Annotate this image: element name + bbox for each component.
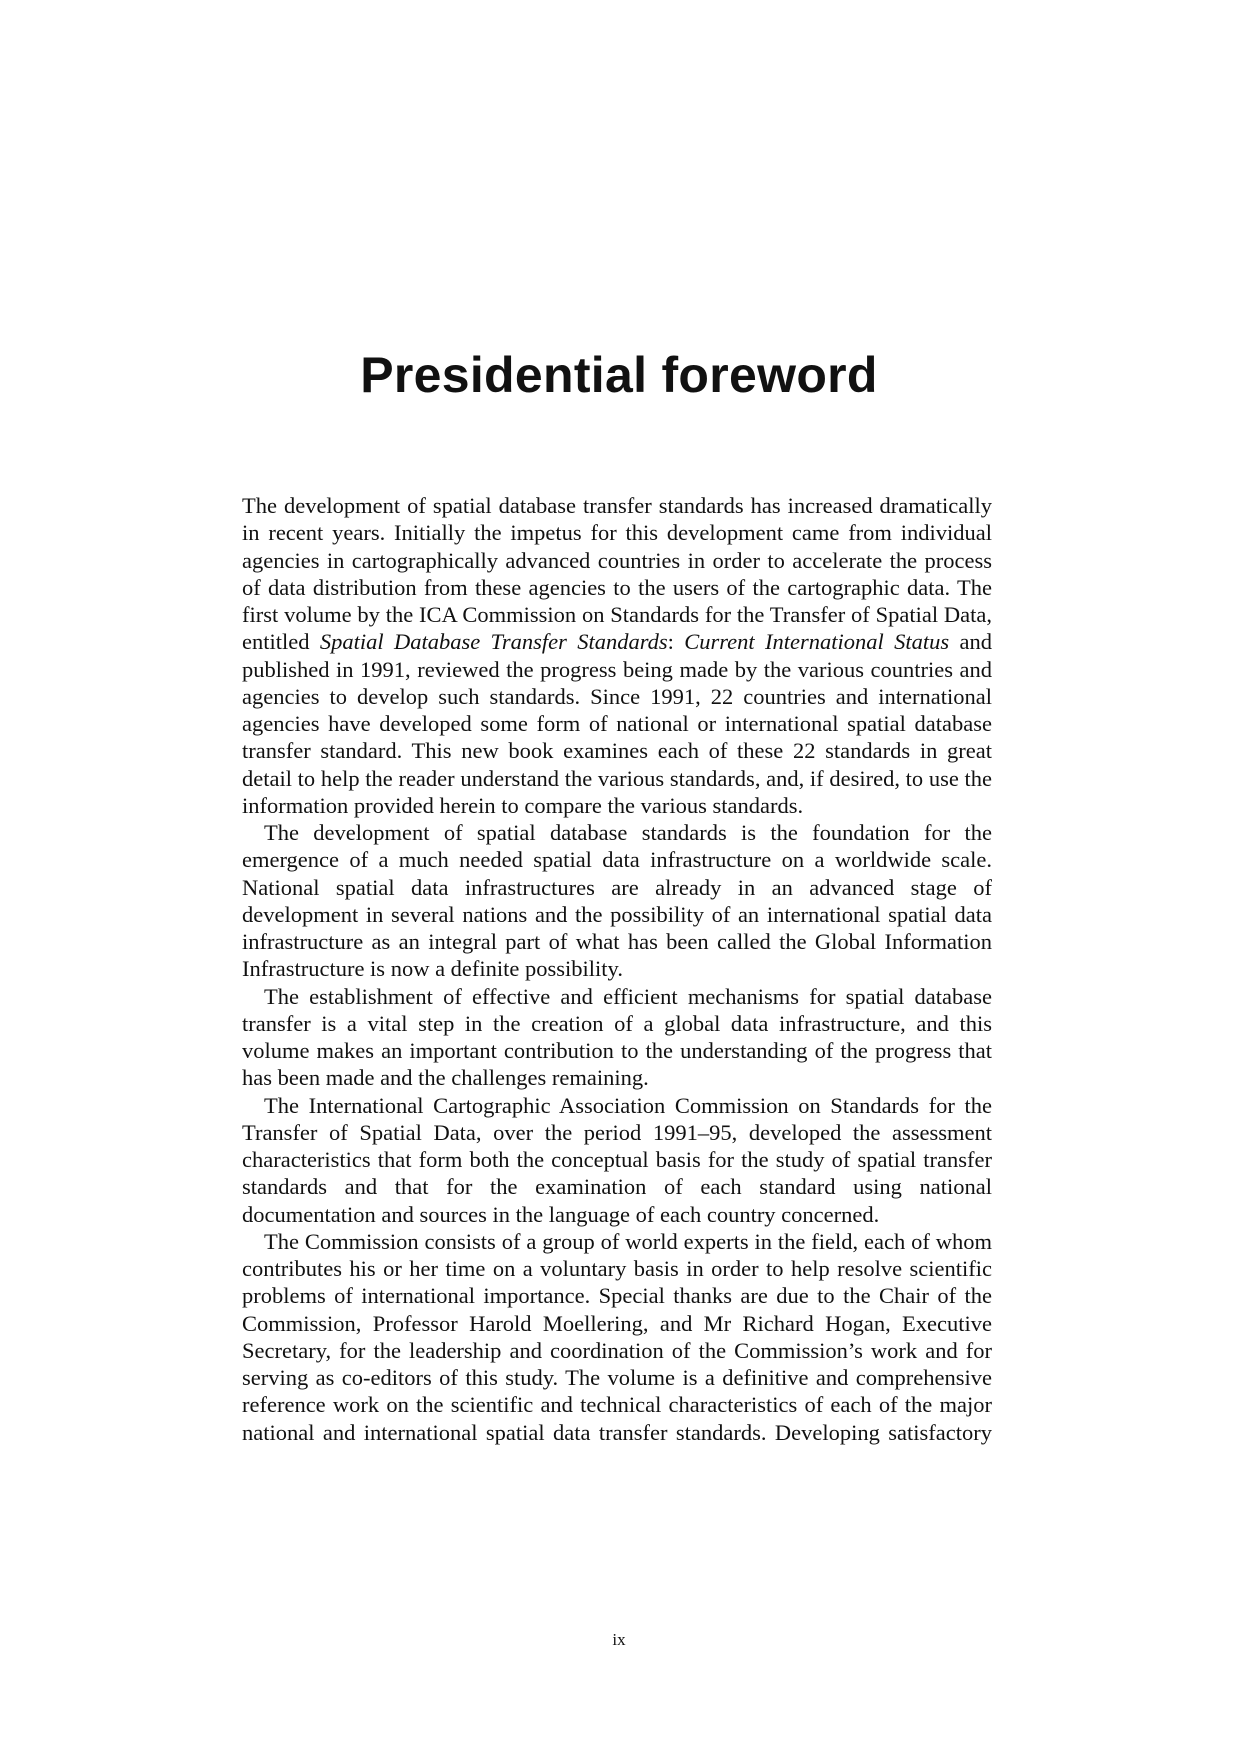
paragraph-4: The International Cartographic Association Commission on Standards for the Transfer of Spatial Data, over the period 1991–95, developed the assessment characteristics that form both the conceptual basis for the study of spatial transfer standards and that for the examination of each standard using national documentation and sources in the language of each country concerned. (242, 1092, 992, 1227)
paragraph-1 (242, 492, 992, 819)
paragraph-1-colon: : (667, 629, 685, 655)
paragraph-1-text-before: The development of spatial database transfer standards has increased dramatically in recent years. Initially the impetus for this development came from individual agencies in cartographically advanced countries in order to accelerate the process of data distribution from these agencies to the users of the cartographic data. The first volume by the ICA Commission on Standards for the Transfer of Spatial Data, entitled (242, 493, 992, 655)
paragraph-2: The development of spatial database standards is the foundation for the emergence of a much needed spatial data infrastructure on a worldwide scale. National spatial data infrastructures are already in an advanced stage of development in several nations and the possibility of an international spatial data infrastructure as an integral part of what has been called the Global Information Infrastructure is now a definite possibility. (242, 820, 992, 982)
paragraph-5: The Commission consists of a group of world experts in the field, each of whom contributes his or her time on a voluntary basis in order to help resolve scientific problems of international importance. Special thanks are due to the Chair of the Commission, Professor Harold Moellering, and Mr Richard Hogan, Executive Secretary, for the leadership and coordination of the Commission’s work and for serving as co-editors of this study. The volume is a definitive and comprehensive reference work on the scientific and technical characteristics of each of the major national and international spatial data transfer standards. Developing satisfactory (242, 1228, 992, 1445)
book-title-italic-2: Current International Status (684, 629, 950, 655)
paragraph-1-text-after: and published in 1991, reviewed the progress being made by the various countries and agencies to develop such standards. Since 1991, 22 countries and international agencies have developed some form of national or international spatial database transfer standard. This new book examines each of these 22 standards in great detail to help the reader understand the various standards, and, if desired, to use the information provided herein to compare the various standards. (242, 629, 992, 818)
foreword-body (242, 492, 992, 1446)
page-number: ix (612, 1630, 626, 1649)
paragraph-3: The establishment of effective and efficient mechanisms for spatial database transfer is a vital step in the creation of a global data infrastructure, and this volume makes an important contribution to the understanding of the progress that has been made and the challenges remaining. (242, 983, 992, 1091)
book-title-italic-1: Spatial Database Transfer Standards (319, 629, 668, 655)
page-title: Presidential foreword (360, 347, 878, 403)
